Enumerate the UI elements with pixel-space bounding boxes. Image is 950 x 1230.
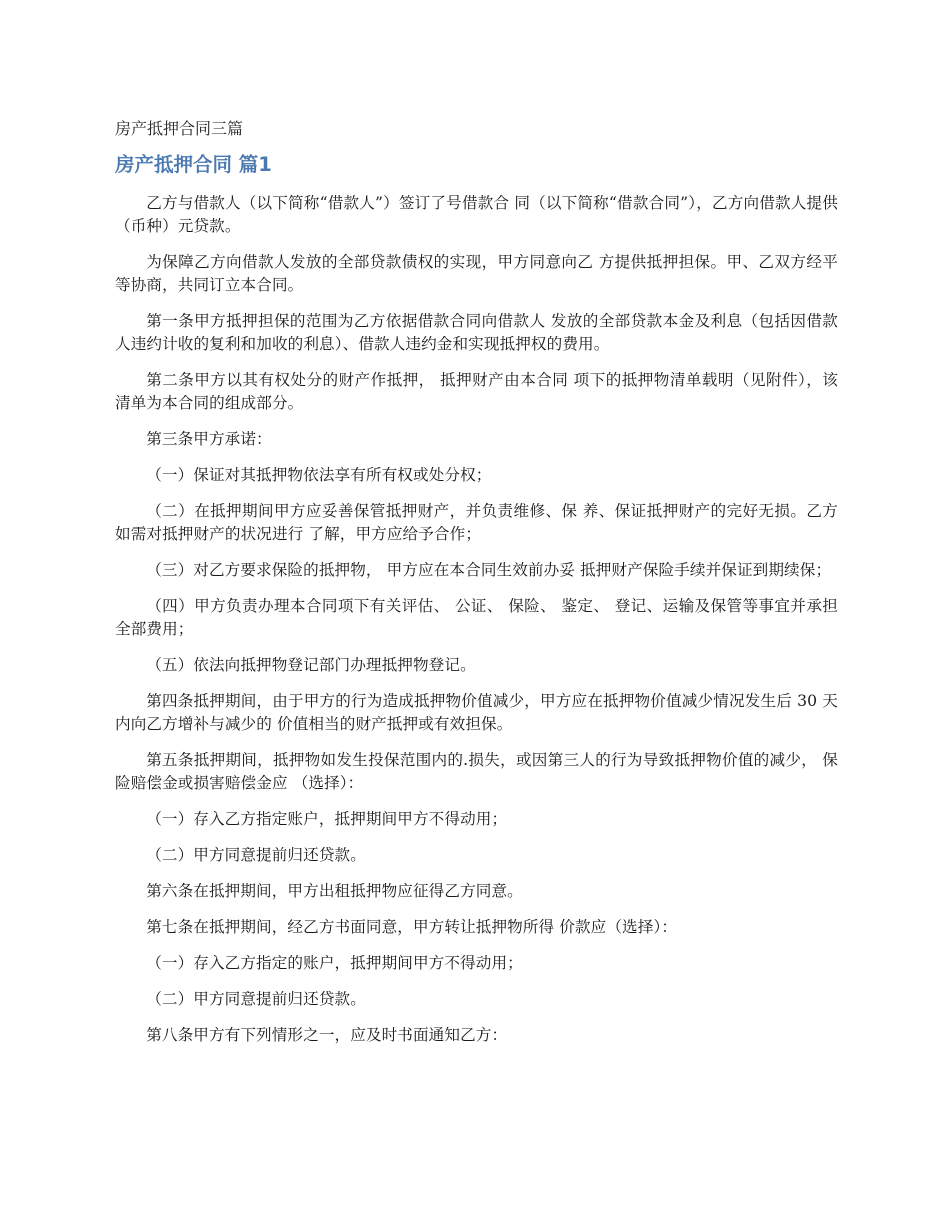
paragraph: （一）保证对其抵押物依法享有所有权或处分权； [146, 466, 492, 484]
paragraph: 乙方与借款人（以下简称“借款人”）签订了号借款合 同（以下简称“借款合同”），乙方向借款人提供（币种）元贷款。 [115, 194, 838, 235]
paragraph: 第六条在抵押期间，甲方出租抵押物应征得乙方同意。 [146, 882, 523, 900]
paragraph: 第五条抵押期间，抵押物如发生投保范围内的.损失，或因第三人的行为导致抵押物价值的减少， 保险赔偿金或损害赔偿金应 （选择）： [115, 751, 838, 792]
paragraph: 为保障乙方向借款人发放的全部贷款债权的实现，甲方同意向乙 方提供抵押担保。甲、乙双方经平等协商，共同订立本合同。 [115, 253, 838, 294]
document-title: 房产抵押合同三篇 [115, 119, 244, 138]
paragraph: 第二条甲方以其有权处分的财产作抵押， 抵押财产由本合同 项下的抵押物清单载明（见附件），该清单为本合同的组成部分。 [115, 371, 838, 412]
paragraph: 第四条抵押期间，由于甲方的行为造成抵押物价值减少，甲方应在抵押物价值减少情况发生后 30 天内向乙方增补与减少的 价值相当的财产抵押或有效担保。 [115, 692, 838, 733]
paragraph: （一）存入乙方指定账户，抵押期间甲方不得动用； [146, 810, 508, 828]
paragraph: （三）对乙方要求保险的抵押物， 甲方应在本合同生效前办妥 抵押财产保险手续并保证到期续保； [146, 561, 832, 579]
paragraph: （五）依法向抵押物登记部门办理抵押物登记。 [146, 656, 476, 674]
paragraph: （二）甲方同意提前归还贷款。 [146, 846, 366, 864]
paragraph: （一）存入乙方指定的账户，抵押期间甲方不得动用； [146, 954, 523, 972]
paragraph: 第七条在抵押期间，经乙方书面同意，甲方转让抵押物所得 价款应（选择）： [146, 918, 678, 936]
paragraph: 第三条甲方承诺： [146, 430, 272, 448]
document-page [115, 118, 838, 1060]
section-heading: 房产抵押合同 篇1 [115, 153, 272, 176]
paragraph: （四）甲方负责办理本合同项下有关评估、 公证、 保险、 鉴定、 登记、运输及保管等事宜并承担全部费用； [115, 597, 838, 638]
paragraph: （二）甲方同意提前归还贷款。 [146, 990, 366, 1008]
paragraph: 第一条甲方抵押担保的范围为乙方依据借款合同向借款人 发放的全部贷款本金及利息（包括因借款人违约计收的复利和加收的利息）、借款人违约金和实现抵押权的费用。 [115, 312, 838, 353]
paragraph: （二）在抵押期间甲方应妥善保管抵押财产，并负责维修、保 养、保证抵押财产的完好无损。乙方如需对抵押财产的状况进行 了解，甲方应给予合作； [115, 502, 838, 543]
paragraph: 第八条甲方有下列情形之一，应及时书面通知乙方： [146, 1026, 508, 1044]
